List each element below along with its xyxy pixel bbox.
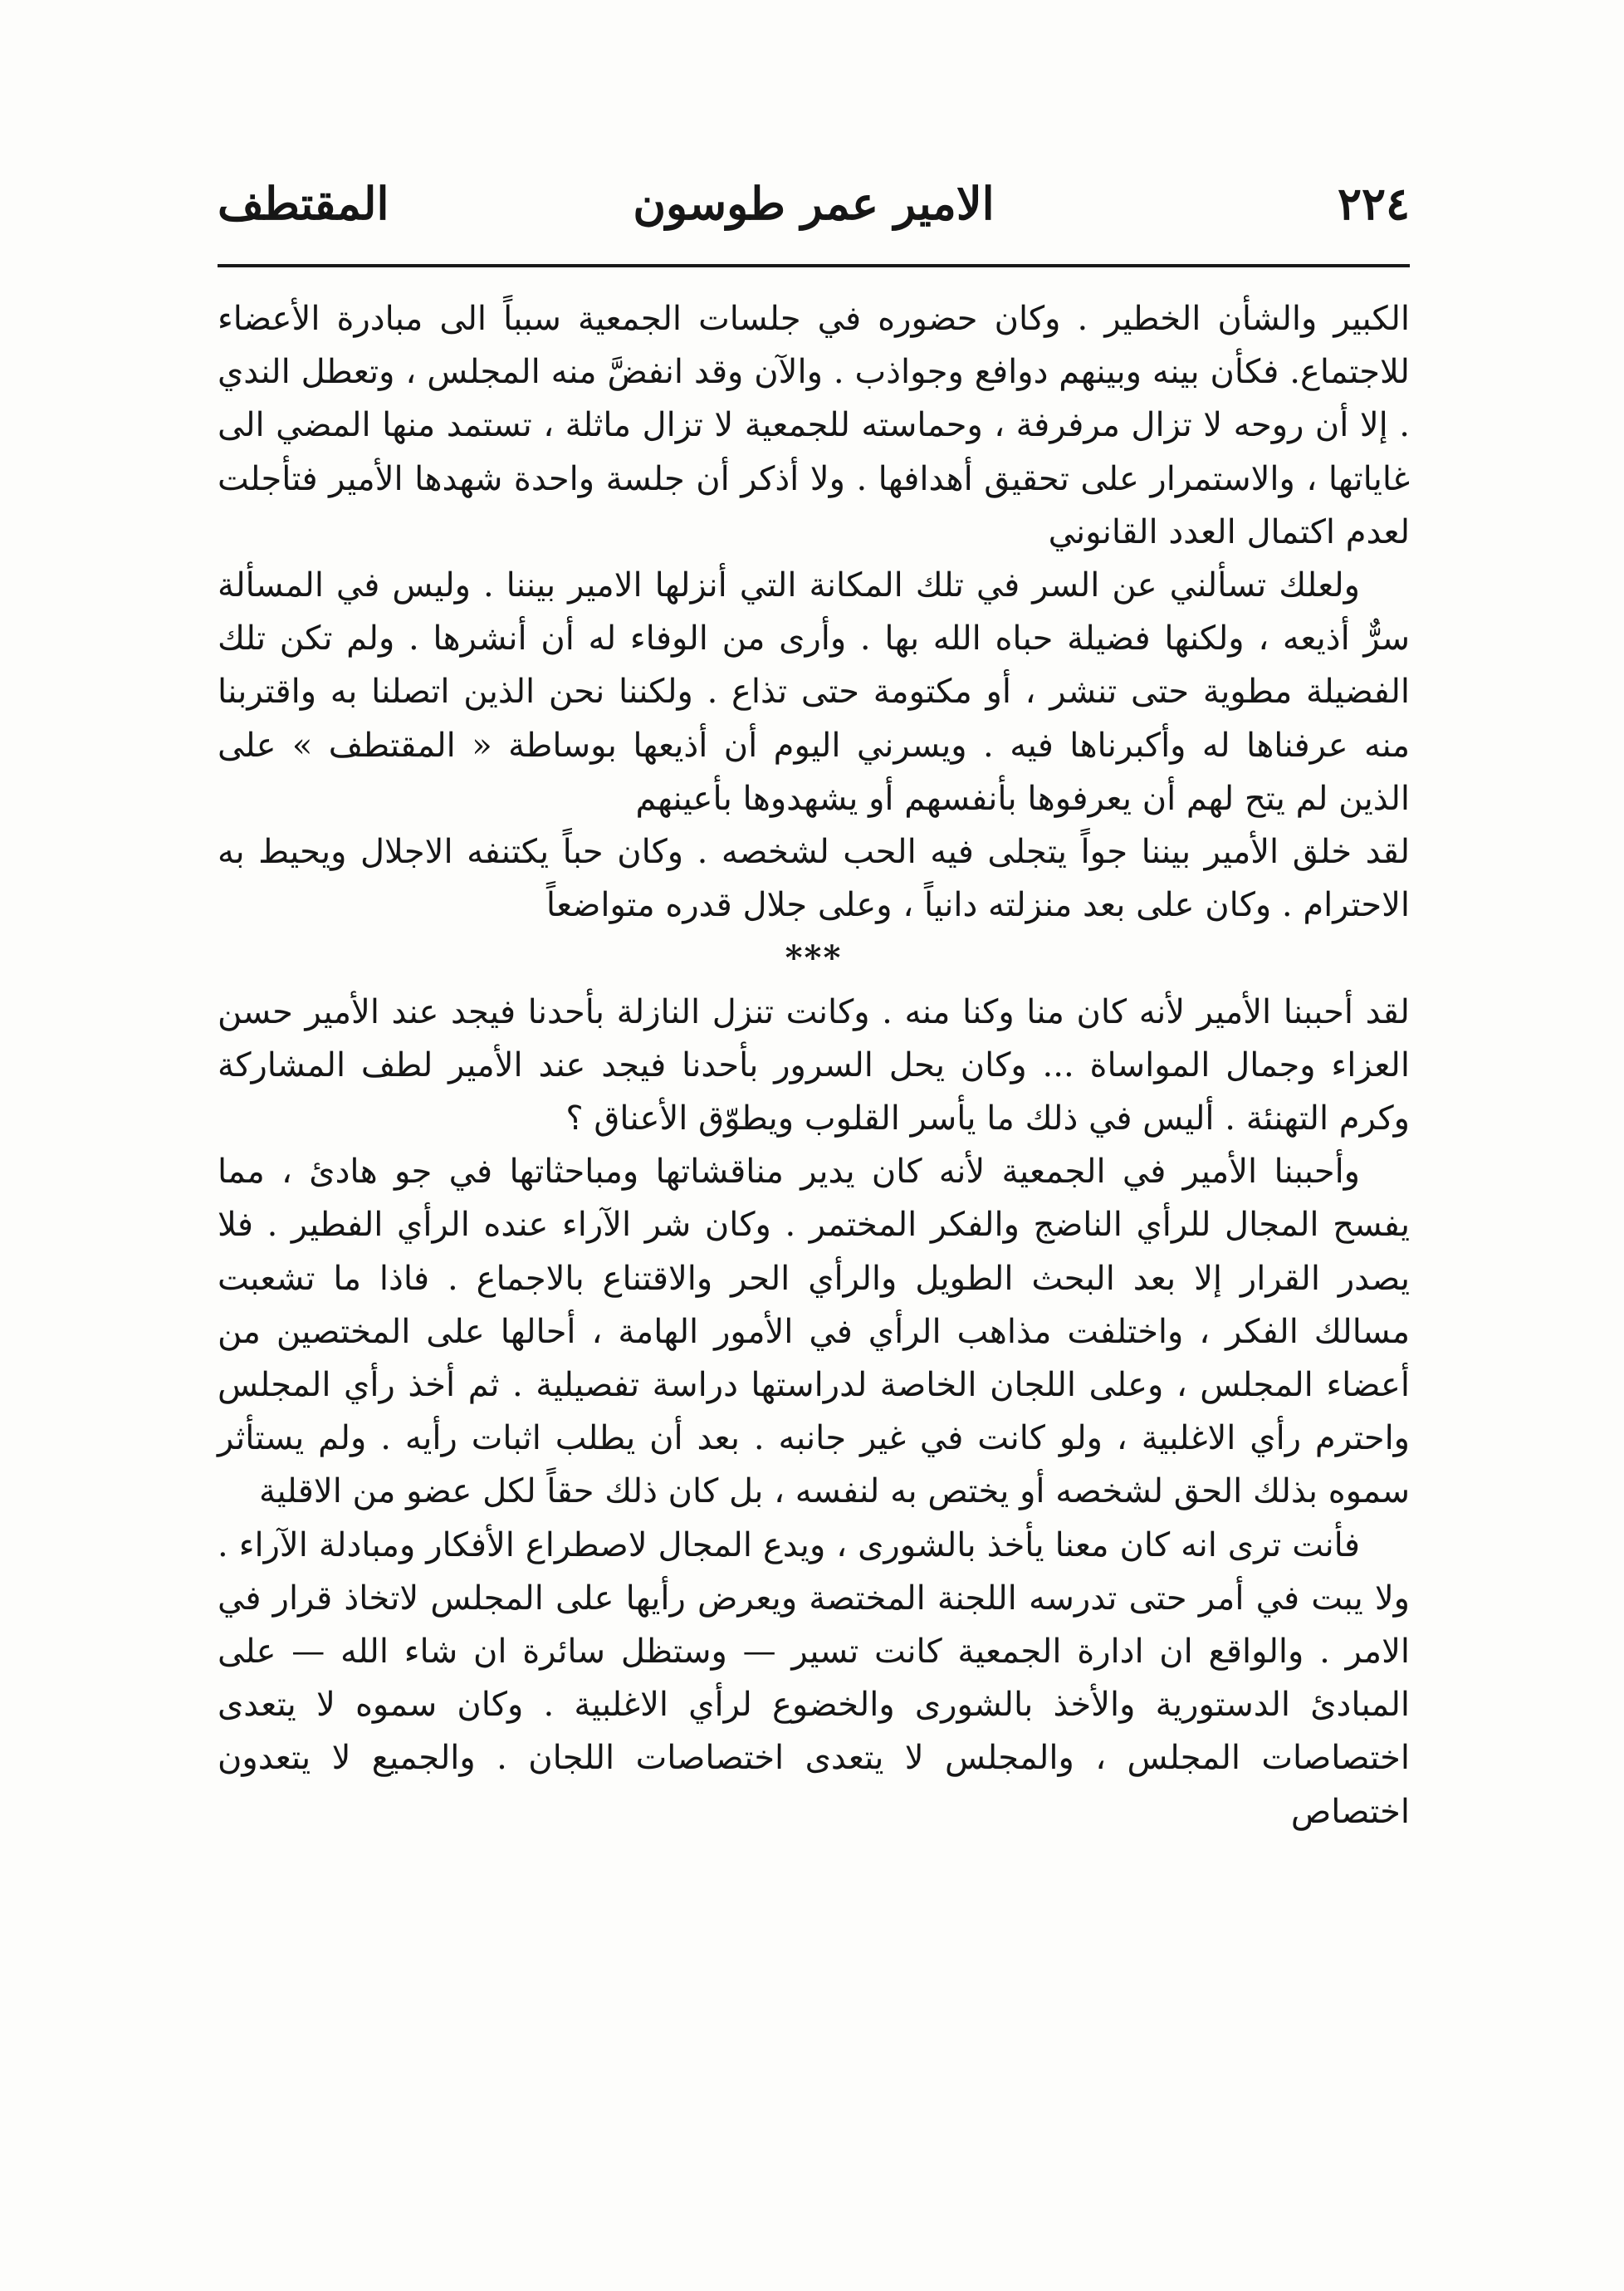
paragraph-2: ولعلك تسألني عن السر في تلك المكانة التي أنزلها الامير بيننا . وليس في المسألة سرٌّ أذيعه ، ولكنها فضيلة حباه الله بها . وأرى من الوفاء له أن أنشرها . ولم تكن تلك الفضيلة مطوية حتى تنشر ، أو مكتومة حتى تذاع . ولكننا نحن الذين اتصلنا به واقتربنا منه عرفناها له وأكبرناها فيه . ويسرني اليوم أن أذيعها بوساطة « المقتطف » على الذين لم يتح لهم أن يعرفوها بأنفسهم أو يشهدوها بأعينهم bbox=[218, 566, 1410, 818]
paragraph-6: فأنت ترى انه كان معنا يأخذ بالشورى ، ويدع المجال لاصطراع الأفكار ومبادلة الآراء . ولا يبت في أمر حتى تدرسه اللجنة المختصة ويعرض رأيها على المجلس لاتخاذ قرار في الامر . والواقع ان ادارة الجمعية كانت تسير — وستظل سائرة ان شاء الله — على المبادئ الدستورية والأخذ بالشورى والخضوع لرأي الاغلبية . وكان سموه لا يتعدى اختصاصات المجلس ، والمجلس لا يتعدى اختصاصات اللجان . والجميع لا يتعدون اختصاص bbox=[218, 1525, 1410, 1831]
page-number: ٢٢٤ bbox=[1337, 177, 1410, 230]
header-rule bbox=[218, 264, 1410, 267]
article-body bbox=[218, 292, 1410, 1838]
paragraph-5: وأحببنا الأمير في الجمعية لأنه كان يدير مناقشاتها ومباحثاتها في جو هادئ ، مما يفسح المجال للرأي الناضج والفكر المختمر . وكان شر الآراء عنده الرأي الفطير . فلا يصدر القرار إلا بعد البحث الطويل والرأي الحر والاقتناع بالاجماع . فاذا ما تشعبت مسالك الفكر ، واختلفت مذاهب الرأي في الأمور الهامة ، أحالها على المختصين من أعضاء المجلس ، وعلى اللجان الخاصة لدراستها دراسة تفصيلية . ثم أخذ رأي المجلس واحترم رأي الاغلبية ، ولو كانت في غير جانبه . بعد أن يطلب اثبات رأيه . ولم يستأثر سموه بذلك الحق لشخصه أو يختص به لنفسه ، بل كان ذلك حقاً لكل عضو من الاقلية bbox=[218, 1153, 1410, 1511]
section-break: *** bbox=[785, 938, 843, 978]
paragraph-3: لقد خلق الأمير بيننا جواً يتجلى فيه الحب لشخصه . وكان حباً يكتنفه الاجلال ويحيط به الاحترام . وكان على بعد منزلته دانياً ، وعلى جلال قدره متواضعاً bbox=[218, 833, 1410, 925]
running-header bbox=[218, 170, 1410, 237]
paragraph-4: لقد أحببنا الأمير لأنه كان منا وكنا منه . وكانت تنزل النازلة بأحدنا فيجد عند الأمير حسن العزاء وجمال المواساة ... وكان يحل السرور بأحدنا فيجد عند الأمير لطف المشاركة وكرم التهنئة . أليس في ذلك ما يأسر القلوب ويطوّق الأعناق ؟ bbox=[218, 992, 1410, 1138]
paragraph-1: الكبير والشأن الخطير . وكان حضوره في جلسات الجمعية سبباً الى مبادرة الأعضاء للاجتماع. فكأن بينه وبينهم دوافع وجواذب . والآن وقد انفضَّ منه المجلس ، وتعطل الندي . إلا أن روحه لا تزال مرفرفة ، وحماسته للجمعية لا تزال ماثلة ، تستمد منها المضي الى غاياتها ، والاستمرار على تحقيق أهدافها . ولا أذكر أن جلسة واحدة شهدها الأمير فتأجلت لعدم اكتمال العدد القانوني bbox=[218, 300, 1410, 551]
journal-name: المقتطف bbox=[218, 177, 389, 230]
article-title: الامير عمر طوسون bbox=[633, 177, 995, 230]
